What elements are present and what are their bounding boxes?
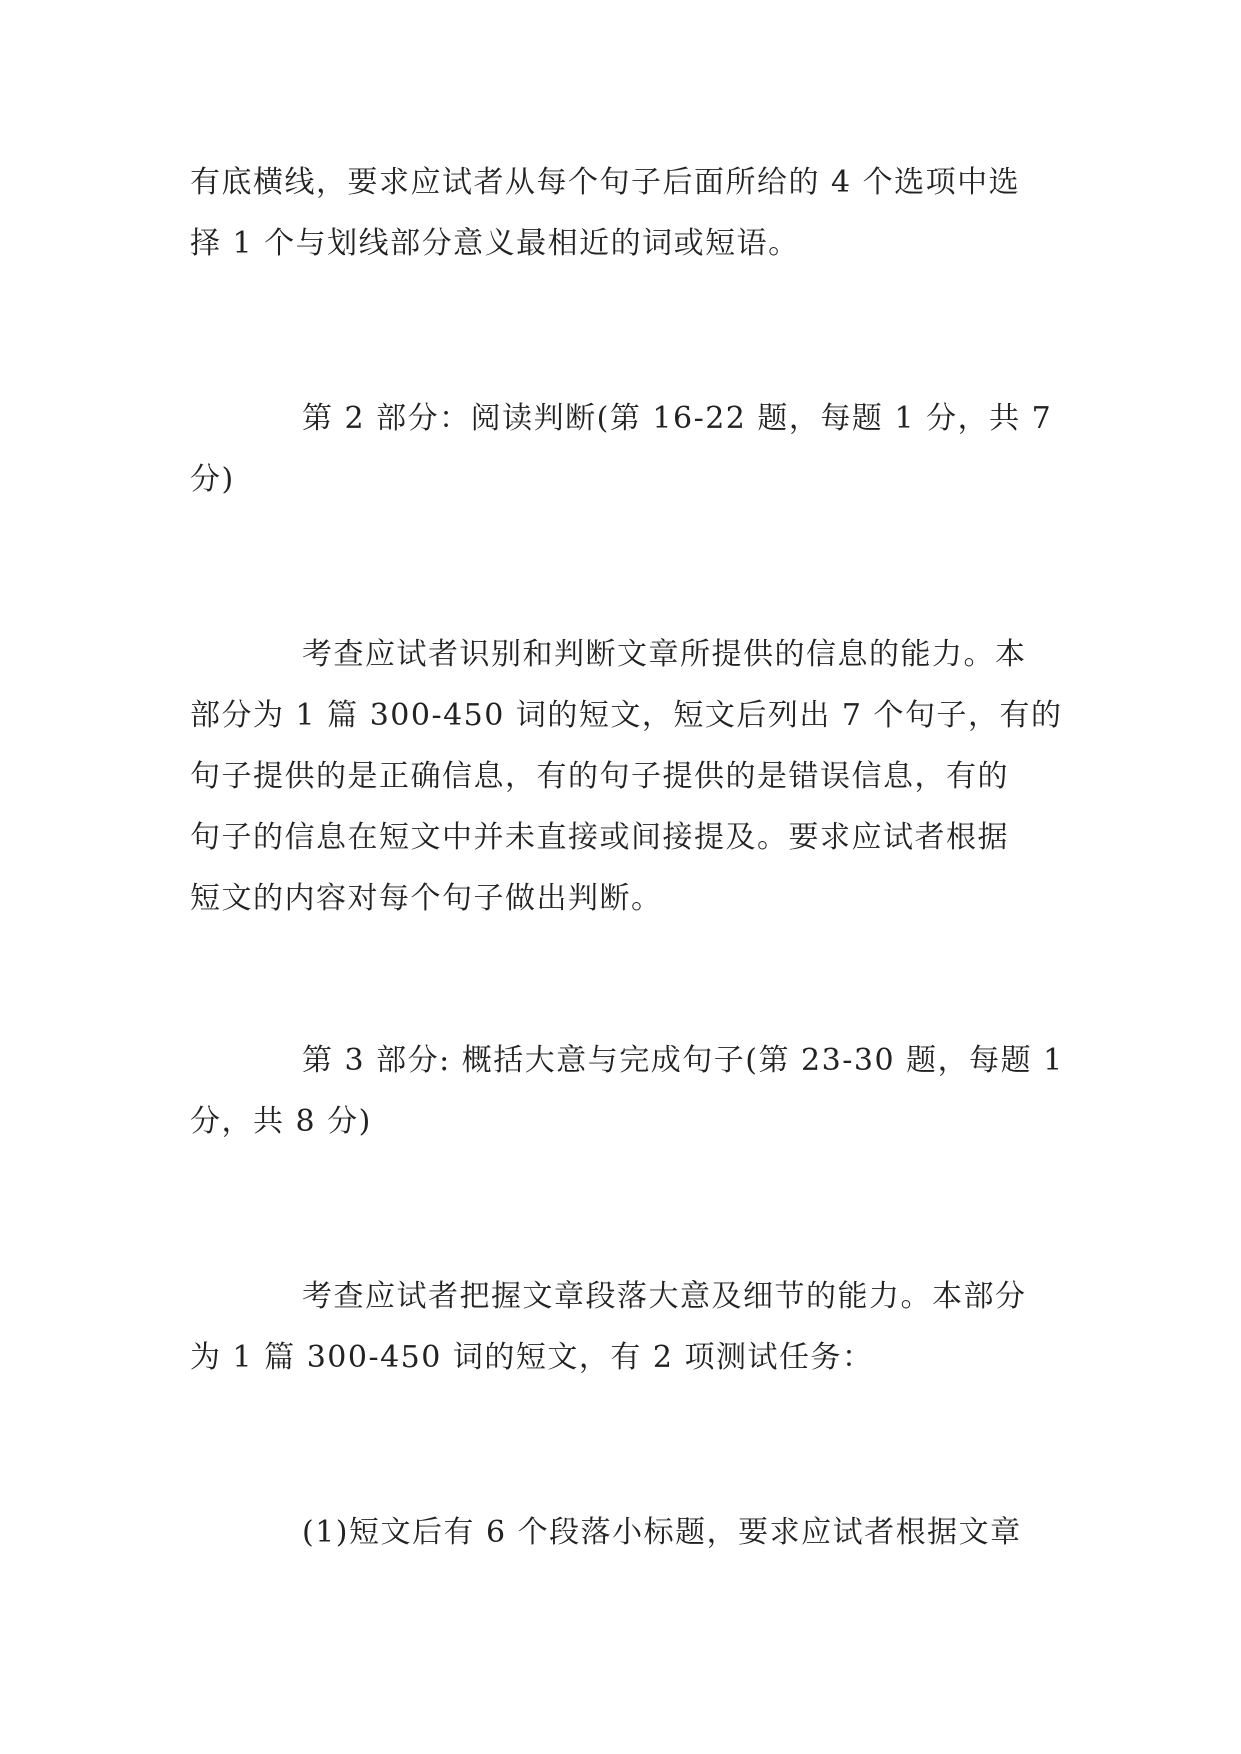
paragraph-part-3-description [190,1266,1046,1388]
text-line: 部分为 1 篇 300-450 词的短文，短文后列出 7 个句子，有的 [190,698,1063,733]
text-line: 择 1 个与划线部分意义最相近的词或短语。 [190,226,800,261]
text-line: 分，共 8 分) [190,1104,372,1139]
paragraph-vocabulary-continuation [190,152,1046,274]
text-line: 第 2 部分：阅读判断(第 16-22 题，每题 1 分，共 7 [302,401,1053,436]
text-line: 句子的信息在短文中并未直接或间接提及。要求应试者根据 [190,820,1009,855]
paragraph-task-1 [190,1502,1046,1563]
text-line: 第 3 部分: 概括大意与完成句子(第 23-30 题，每题 1 [302,1043,1064,1078]
text-line: 考查应试者识别和判断文章所提供的信息的能力。本 [302,637,1027,672]
text-line: 考查应试者把握文章段落大意及细节的能力。本部分 [302,1279,1027,1314]
section-heading-part-3 [190,1030,1064,1152]
text-line: 短文的内容对每个句子做出判断。 [190,881,663,916]
text-line: 分) [190,462,235,497]
text-line: 有底横线，要求应试者从每个句子后面所给的 4 个选项中选 [190,165,1021,200]
section-heading-part-2 [190,388,1053,510]
text-line: 为 1 篇 300-450 词的短文，有 2 项测试任务： [190,1340,874,1375]
text-line: 句子提供的是正确信息，有的句子提供的是错误信息，有的 [190,759,1009,794]
paragraph-part-2-description [190,624,1063,929]
text-line: (1)短文后有 6 个段落小标题，要求应试者根据文章 [302,1515,1022,1550]
